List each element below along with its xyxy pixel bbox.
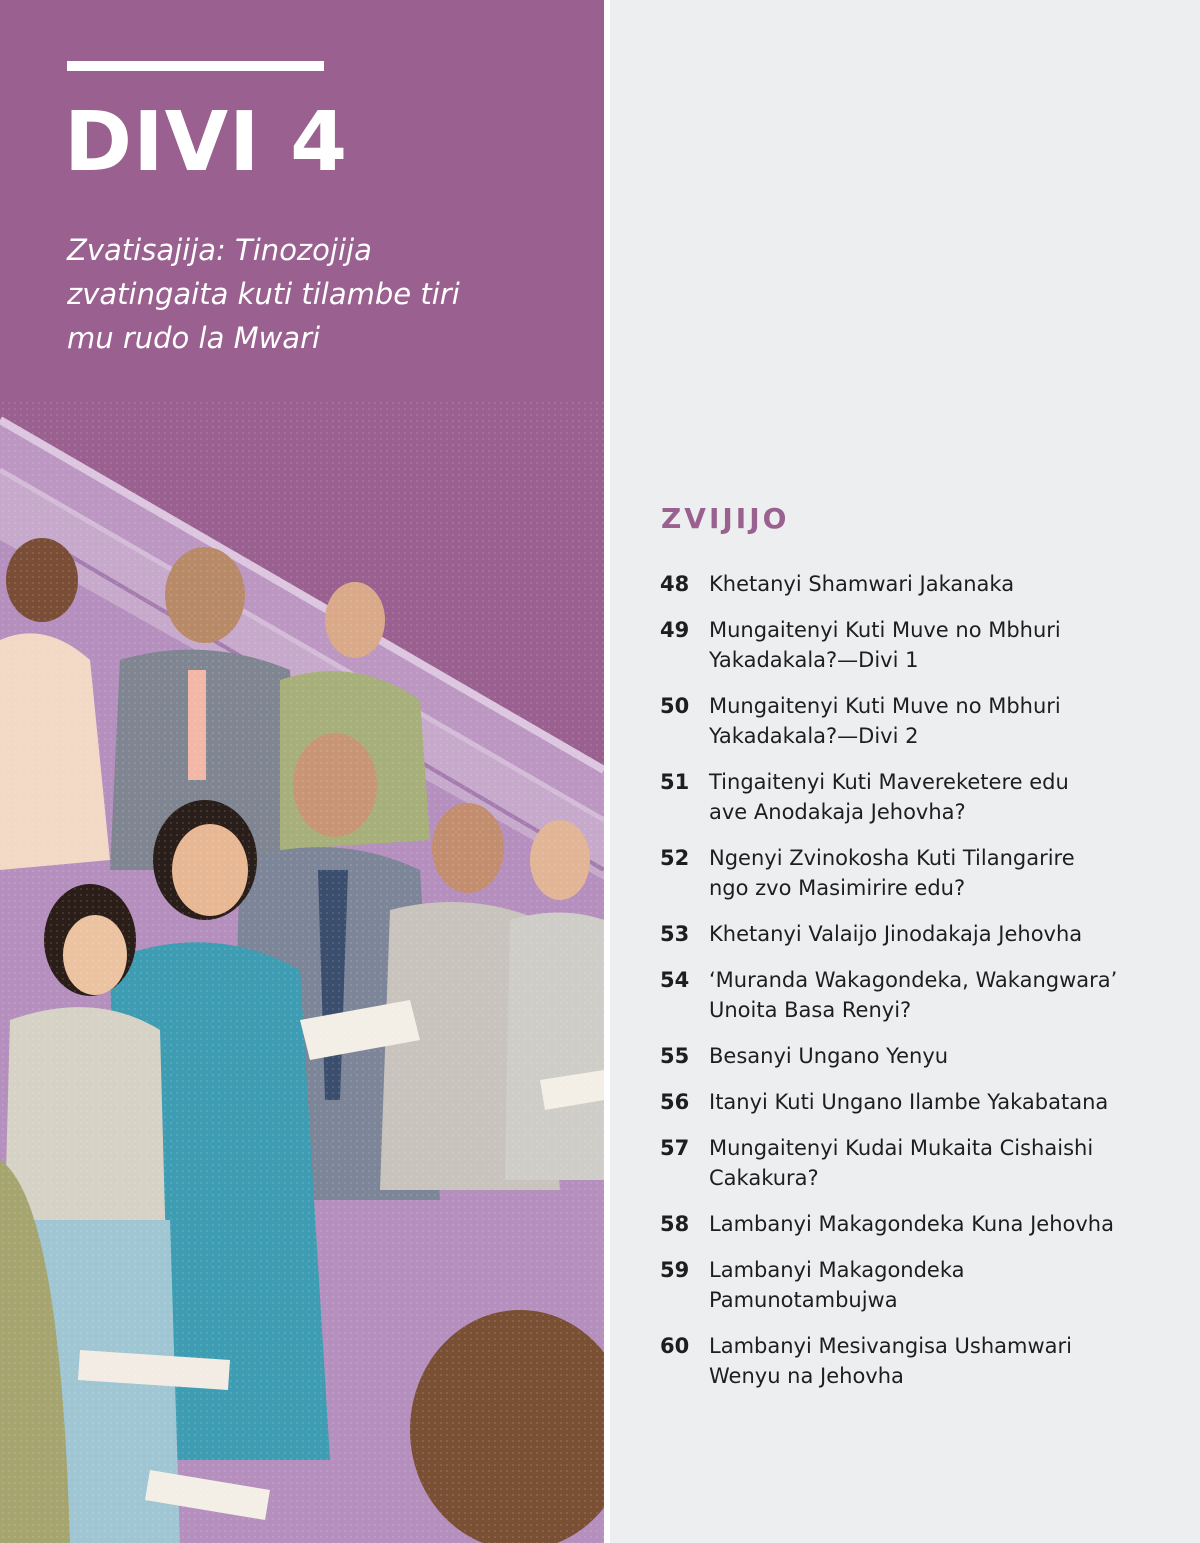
lesson-title: Mungaitenyi Kuti Muve no Mbhuri Yakadakala?—Divi 1 [709, 618, 1061, 672]
lesson-number: 60 [660, 1334, 690, 1358]
contents-item[interactable] [660, 1087, 1180, 1117]
part-title: DIVI 4 [64, 95, 349, 190]
lesson-number: 49 [660, 618, 690, 642]
lesson-number: 51 [660, 770, 690, 794]
lesson-number: 55 [660, 1044, 690, 1068]
lesson-title: ‘Muranda Wakagondeka, Wakangwara’ Unoita Basa Renyi? [709, 968, 1118, 1022]
lesson-number: 54 [660, 968, 690, 992]
lesson-title: Khetanyi Shamwari Jakanaka [709, 572, 1015, 596]
contents-item[interactable] [660, 1331, 1180, 1391]
contents-item[interactable] [660, 965, 1180, 1025]
contents-item[interactable] [660, 1255, 1180, 1315]
lesson-title: Ngenyi Zvinokosha Kuti Tilangarire ngo zvo Masimirire edu? [709, 846, 1075, 900]
lesson-number: 50 [660, 694, 690, 718]
contents-item[interactable] [660, 919, 1180, 949]
contents-item[interactable] [660, 615, 1180, 675]
lesson-title: Lambanyi Makagondeka Pamunotambujwa [709, 1258, 965, 1312]
congregation-illustration [0, 400, 604, 1543]
lesson-number: 53 [660, 922, 690, 946]
contents-item[interactable] [660, 843, 1180, 903]
lesson-number: 58 [660, 1212, 690, 1236]
contents-item[interactable] [660, 1041, 1180, 1071]
title-rule [67, 61, 324, 71]
lesson-title: Tingaitenyi Kuti Mavereketere edu ave Anodakaja Jehovha? [709, 770, 1069, 824]
lesson-number: 56 [660, 1090, 690, 1114]
contents-item[interactable] [660, 691, 1180, 751]
lesson-title: Mungaitenyi Kudai Mukaita Cishaishi Cakakura? [709, 1136, 1094, 1190]
lesson-number: 59 [660, 1258, 690, 1282]
lesson-title: Lambanyi Mesivangisa Ushamwari Wenyu na Jehovha [709, 1334, 1072, 1388]
lesson-title: Besanyi Ungano Yenyu [709, 1044, 949, 1068]
part-subtitle: Zvatisajija: Tinozojija zvatingaita kuti tilambe tiri mu rudo la Mwari [67, 233, 460, 355]
contents-list [660, 569, 1180, 1407]
contents-item[interactable] [660, 1209, 1180, 1239]
contents-item[interactable] [660, 767, 1180, 827]
lesson-title: Mungaitenyi Kuti Muve no Mbhuri Yakadakala?—Divi 2 [709, 694, 1061, 748]
lesson-title: Lambanyi Makagondeka Kuna Jehovha [709, 1212, 1114, 1236]
lesson-title: Khetanyi Valaijo Jinodakaja Jehovha [709, 922, 1083, 946]
contents-item[interactable] [660, 569, 1180, 599]
lesson-title: Itanyi Kuti Ungano Ilambe Yakabatana [709, 1090, 1109, 1114]
contents-item[interactable] [660, 1133, 1180, 1193]
lesson-number: 52 [660, 846, 690, 870]
lesson-number: 57 [660, 1136, 690, 1160]
contents-heading: ZVIJIJO [661, 502, 790, 535]
lesson-number: 48 [660, 572, 690, 596]
